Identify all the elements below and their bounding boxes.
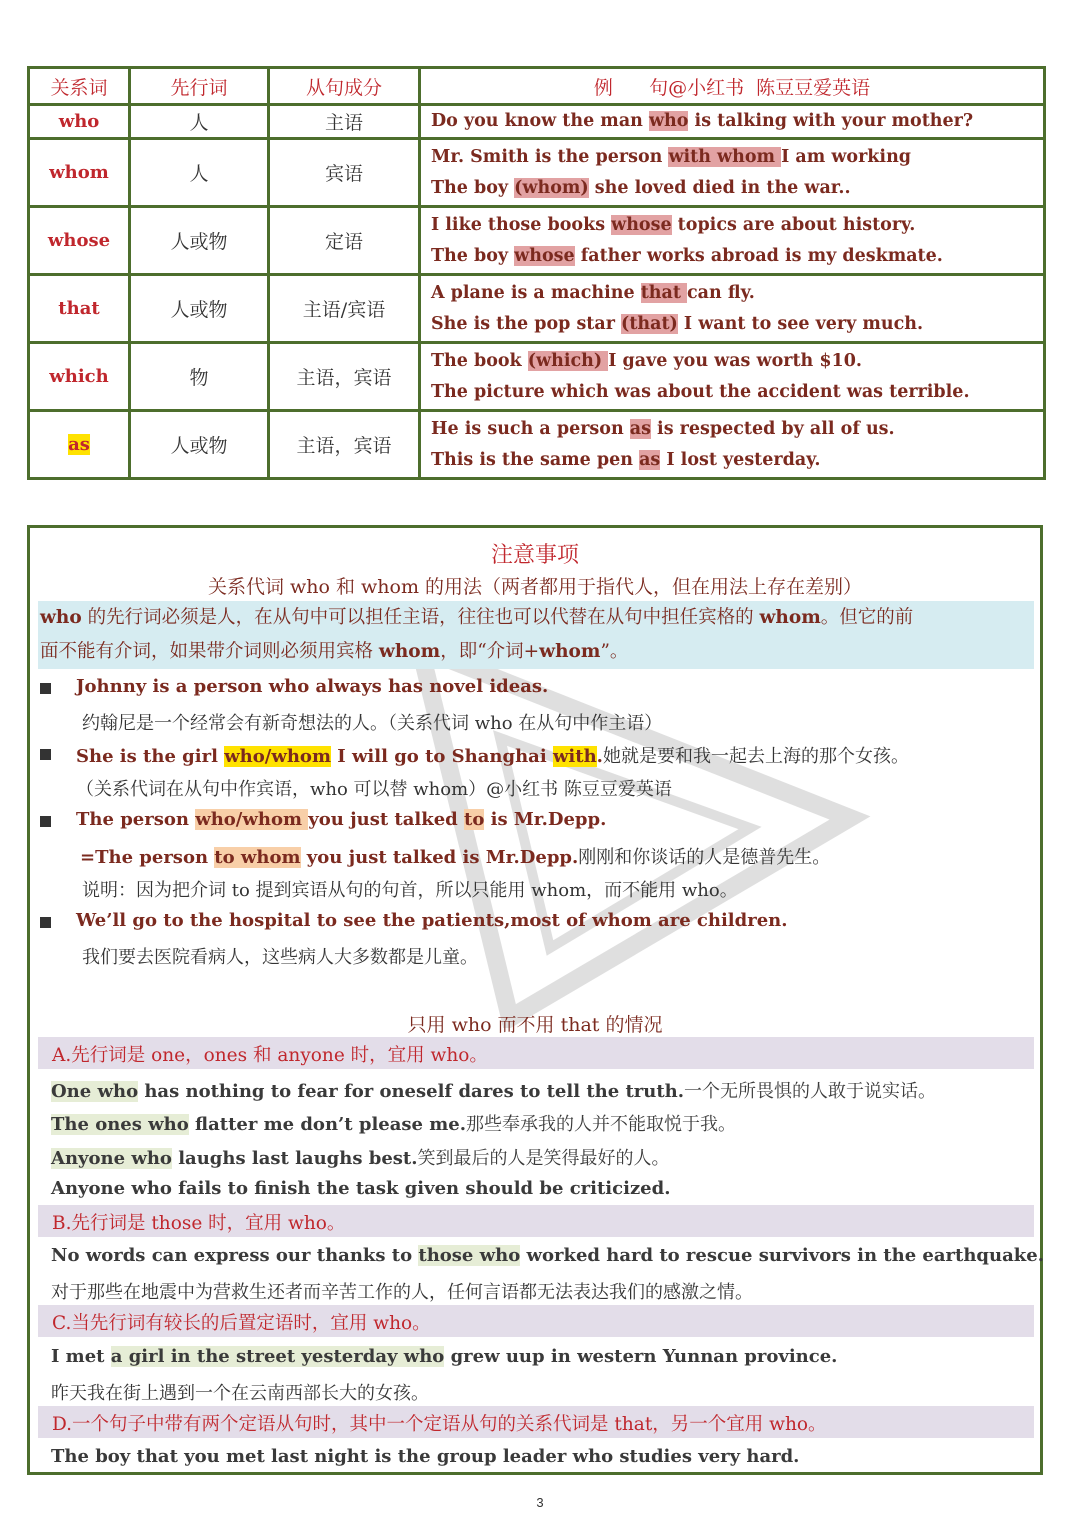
- example-text: I want to see very much.: [677, 313, 924, 334]
- explanation-line: [38, 635, 1034, 669]
- example-text: has nothing to fear for oneself dares to tell the truth.: [138, 1081, 684, 1102]
- rule-text: A.先行词是 one，ones 和 anyone 时，宜用 who。: [52, 1045, 488, 1066]
- example-text: .: [596, 746, 603, 767]
- table-row: [29, 343, 1045, 411]
- antecedent-cell: 人或物: [130, 207, 269, 275]
- bullet-square-icon: [40, 683, 51, 694]
- example-text: flatter me don’t please me.: [188, 1114, 467, 1135]
- example-cell: [420, 139, 1045, 207]
- keyword: whom: [539, 641, 601, 662]
- example-text: The person: [76, 809, 196, 830]
- example-sentence: [431, 346, 1043, 377]
- example-text: The book: [431, 350, 528, 371]
- bullet-square-icon: [40, 749, 51, 760]
- rule-heading-b: [38, 1205, 1034, 1237]
- example-text: =The person: [80, 847, 215, 868]
- example-text: She is the girl: [76, 746, 225, 767]
- role-cell: 主语: [269, 105, 420, 139]
- example-sentence: [76, 809, 606, 830]
- example-text: grew uup in western Yunnan province.: [444, 1346, 838, 1367]
- example-text: This is the same pen: [431, 449, 640, 470]
- rule-text: D.一个句子中带有两个定语从句时，其中一个定语从句的关系代词是 that，另一个宜用 who。: [52, 1414, 827, 1435]
- bullet-square-icon: [40, 917, 51, 928]
- highlight: as: [639, 449, 661, 470]
- pronoun-cell: whose: [29, 207, 130, 275]
- rule-heading-c: [38, 1305, 1034, 1337]
- highlight: (which): [527, 350, 609, 371]
- rule-text: B.先行词是 those 时，宜用 who。: [52, 1213, 346, 1234]
- translation: 她就是要和我一起去上海的那个女孩。: [602, 746, 909, 767]
- pronoun-cell: [29, 411, 130, 479]
- section-heading: 只用 who 而不用 that 的情况: [407, 1014, 663, 1036]
- translation: 约翰尼是一个经常会有新奇想法的人。（关系代词 who 在从句中作主语）: [82, 713, 663, 734]
- highlight: who: [648, 111, 689, 131]
- example-sentence: Anyone who fails to finish the task given should be criticized.: [51, 1178, 671, 1199]
- example-sentence: We’ll go to the hospital to see the patients,most of whom are children.: [76, 910, 788, 931]
- header-example: 例 句@小红书 陈豆豆爱英语: [420, 68, 1045, 105]
- role-cell: 定语: [269, 207, 420, 275]
- highlight: that: [640, 282, 688, 303]
- example-text: She is the pop star: [431, 313, 622, 334]
- example-sentence: [51, 1144, 669, 1170]
- table-row: [29, 411, 1045, 479]
- translation: 对于那些在地震中为营救生还者而辛苦工作的人，任何言语都无法表达我们的感激之情。: [51, 1282, 753, 1303]
- example-cell: [420, 207, 1045, 275]
- page-number: 3: [536, 1495, 544, 1510]
- example-text: topics are about history.: [671, 214, 916, 235]
- highlight: whose: [514, 245, 575, 266]
- highlight: The ones who: [51, 1114, 189, 1135]
- antecedent-cell: 人或物: [130, 275, 269, 343]
- highlight: as: [629, 418, 651, 439]
- example-text: No words can express our thanks to: [51, 1245, 419, 1266]
- example-sentence: [76, 742, 909, 768]
- usage-explanation: [38, 601, 1034, 669]
- rule-text: C.当先行词有较长的后置定语时，宜用 who。: [52, 1313, 431, 1334]
- example-sentence: [51, 1245, 1044, 1266]
- highlight: to whom: [214, 847, 301, 868]
- translation: 笑到最后的人是笑得最好的人。: [417, 1148, 670, 1169]
- keyword: whom: [759, 607, 821, 628]
- table-header-row: [29, 68, 1045, 105]
- bullet-square-icon: [40, 816, 51, 827]
- example-text: I will go to Shanghai: [330, 746, 553, 767]
- example-text: A plane is a machine: [431, 282, 641, 303]
- explanation-text: 面不能有介词，如果带介词则必须用宾格: [40, 641, 379, 662]
- antecedent-cell: 人或物: [130, 411, 269, 479]
- explanation-text: 的先行词必须是人，在从句中可以担任主语，往往也可以代替在从句中担任宾格的: [81, 607, 760, 628]
- notes-subtitle: 关系代词 who 和 whom 的用法（两者都用于指代人，但在用法上存在差别）: [207, 576, 863, 598]
- pronoun-cell: which: [29, 343, 130, 411]
- keyword: who: [40, 607, 82, 628]
- highlight: with: [552, 746, 597, 767]
- highlight: (whom): [514, 177, 589, 198]
- example-text: is talking with your mother?: [688, 111, 974, 131]
- example-sentence: [51, 1110, 736, 1136]
- example-text: is respected by all of us.: [650, 418, 895, 439]
- example-text: I met: [51, 1346, 111, 1367]
- translation: 刚刚和你谈话的人是德普先生。: [578, 847, 831, 868]
- example-text: The boy: [431, 177, 515, 198]
- highlight: who/whom: [195, 809, 309, 830]
- example-cell: [420, 275, 1045, 343]
- notes-title: 注意事项: [490, 543, 579, 568]
- highlight: a girl in the street yesterday who: [110, 1346, 445, 1367]
- example-sentence: [51, 1346, 837, 1367]
- highlight: (that): [621, 313, 678, 334]
- note: （关系代词在从句中作宾语，who 可以替 whom）@小红书 陈豆豆爱英语: [76, 779, 672, 800]
- rule-heading-d: [38, 1406, 1034, 1438]
- explanation-text: ”。: [600, 641, 629, 662]
- example-sentence: Johnny is a person who always has novel ideas.: [76, 676, 549, 697]
- example-sentence: [431, 241, 1043, 272]
- example-text: I like those books: [431, 214, 612, 235]
- example-sentence: [431, 278, 1043, 309]
- example-cell: [420, 411, 1045, 479]
- relative-pronoun-table: [27, 66, 1046, 480]
- keyword: whom: [378, 641, 441, 662]
- example-sentence: [431, 445, 1043, 476]
- highlight: Anyone who: [51, 1148, 172, 1169]
- example-text: you just talked: [308, 809, 465, 830]
- example-text: is Mr.Depp.: [484, 809, 607, 830]
- table-row: [29, 105, 1045, 139]
- pronoun-cell: that: [29, 275, 130, 343]
- table-row: [29, 139, 1045, 207]
- notes-box: [27, 525, 1043, 1475]
- role-cell: 主语，宾语: [269, 343, 420, 411]
- example-sentence: [431, 173, 1043, 204]
- example-text: I lost yesterday.: [660, 449, 821, 470]
- example-sentence: [431, 377, 1043, 408]
- highlight: with whom: [668, 146, 782, 167]
- table-row: [29, 207, 1045, 275]
- example-sentence: [431, 106, 1043, 137]
- highlight: who/whom: [224, 746, 331, 767]
- note: 说明：因为把介词 to 提到宾语从句的句首，所以只能用 whom，而不能用 who。: [82, 880, 738, 901]
- table-row: [29, 275, 1045, 343]
- translation: 那些奉承我的人并不能取悦于我。: [466, 1114, 737, 1135]
- example-sentence: The boy that you met last night is the group leader who studies very hard.: [51, 1446, 800, 1467]
- translation: 我们要去医院看病人，这些病人大多数都是儿童。: [82, 947, 478, 968]
- example-text: Mr. Smith is the person: [431, 146, 669, 167]
- role-cell: 宾语: [269, 139, 420, 207]
- translation: 昨天我在街上遇到一个在云南西部长大的女孩。: [51, 1383, 429, 1404]
- pronoun-cell: who: [29, 105, 130, 139]
- example-sentence: [80, 843, 830, 869]
- header-relative-word: 关系词: [29, 68, 130, 105]
- antecedent-cell: 人: [130, 139, 269, 207]
- example-text: Do you know the man: [431, 111, 649, 131]
- example-text: father works abroad is my deskmate.: [574, 245, 943, 266]
- role-cell: 主语，宾语: [269, 411, 420, 479]
- antecedent-cell: 物: [130, 343, 269, 411]
- role-cell: 主语/宾语: [269, 275, 420, 343]
- example-text: you just talked is Mr.Depp.: [300, 847, 579, 868]
- explanation-text: 。但它的前: [820, 607, 914, 628]
- explanation-line: [38, 601, 1034, 635]
- header-clause-role: 从句成分: [269, 68, 420, 105]
- example-text: I am working: [781, 146, 912, 167]
- translation: 一个无所畏惧的人敢于说实话。: [684, 1081, 936, 1102]
- example-cell: [420, 343, 1045, 411]
- example-sentence: [431, 210, 1043, 241]
- example-sentence: [431, 142, 1043, 173]
- example-text: The picture which was about the accident was terrible.: [431, 381, 970, 402]
- example-text: can fly.: [687, 282, 755, 303]
- explanation-text: ，即“介词+: [440, 641, 540, 662]
- example-cell: [420, 105, 1045, 139]
- highlight: One who: [51, 1081, 139, 1102]
- example-text: worked hard to rescue survivors in the earthquake.: [520, 1245, 1044, 1266]
- pronoun-cell: whom: [29, 139, 130, 207]
- example-sentence: [431, 309, 1043, 340]
- highlight: those who: [418, 1245, 521, 1266]
- example-sentence: [51, 1077, 936, 1103]
- example-text: The boy: [431, 245, 515, 266]
- example-text: He is such a person: [431, 418, 630, 439]
- example-sentence: [431, 414, 1043, 445]
- highlight: whose: [611, 214, 672, 235]
- example-text: laughs last laughs best.: [171, 1148, 418, 1169]
- pronoun-highlight: as: [68, 434, 90, 455]
- example-text: I gave you was worth $10.: [608, 350, 862, 371]
- antecedent-cell: 人: [130, 105, 269, 139]
- header-antecedent: 先行词: [130, 68, 269, 105]
- example-text: she loved died in the war..: [588, 177, 851, 198]
- highlight: to: [464, 809, 485, 830]
- rule-heading-a: [38, 1037, 1034, 1069]
